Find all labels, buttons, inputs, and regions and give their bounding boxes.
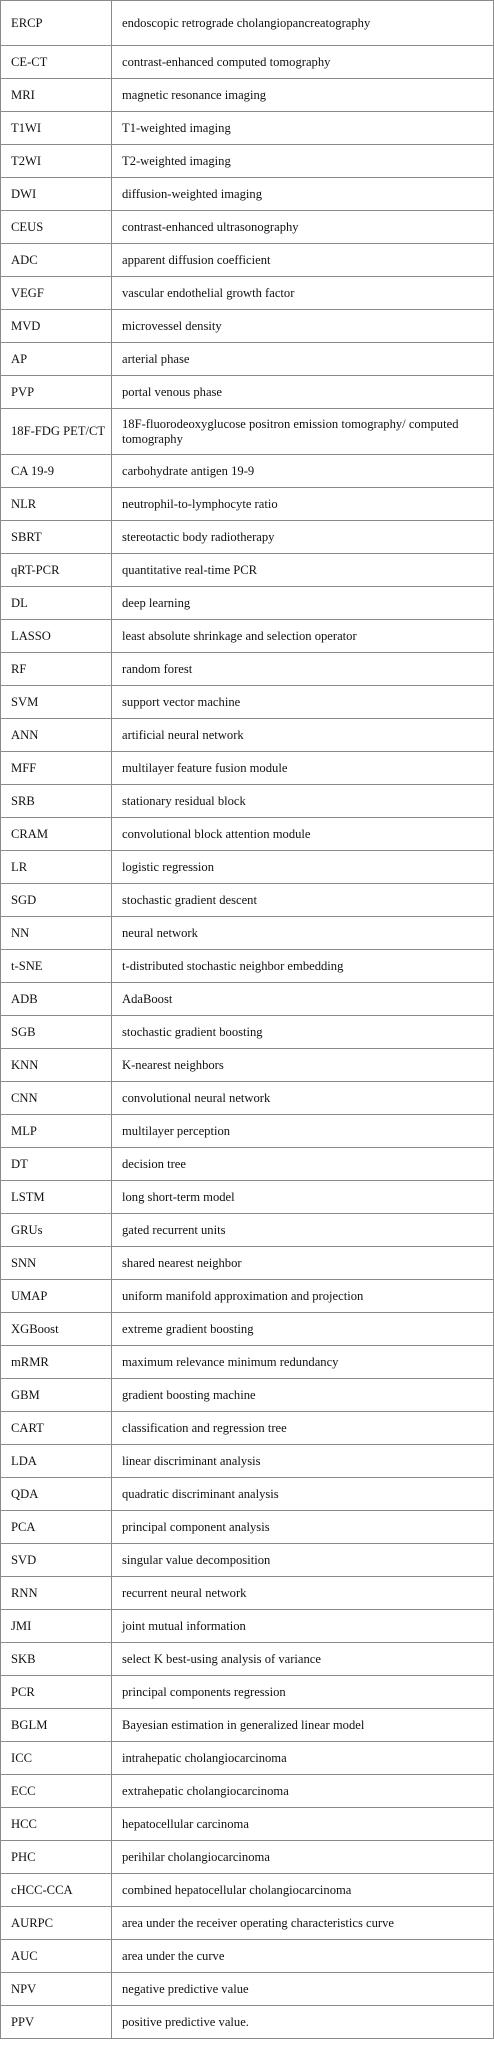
abbreviation-cell: DL xyxy=(1,587,112,620)
abbreviation-cell: ADC xyxy=(1,244,112,277)
abbreviation-cell: MRI xyxy=(1,79,112,112)
table-row xyxy=(1,851,494,884)
table-row xyxy=(1,409,494,455)
table-row xyxy=(1,983,494,1016)
table-row xyxy=(1,1643,494,1676)
definition-cell: least absolute shrinkage and selection operator xyxy=(112,620,494,653)
definition-cell: select K best-using analysis of variance xyxy=(112,1643,494,1676)
abbreviation-cell: SVM xyxy=(1,686,112,719)
abbreviation-cell: NLR xyxy=(1,488,112,521)
abbreviation-cell: GBM xyxy=(1,1379,112,1412)
table-row xyxy=(1,1181,494,1214)
table-row xyxy=(1,1214,494,1247)
abbreviation-cell: DT xyxy=(1,1148,112,1181)
definition-cell: perihilar cholangiocarcinoma xyxy=(112,1841,494,1874)
abbreviation-cell: LSTM xyxy=(1,1181,112,1214)
definition-cell: convolutional block attention module xyxy=(112,818,494,851)
definition-cell: portal venous phase xyxy=(112,376,494,409)
abbreviation-cell: LASSO xyxy=(1,620,112,653)
table-row xyxy=(1,1280,494,1313)
abbreviation-cell: HCC xyxy=(1,1808,112,1841)
abbreviation-cell: MLP xyxy=(1,1115,112,1148)
abbreviation-cell: XGBoost xyxy=(1,1313,112,1346)
abbreviation-cell: PHC xyxy=(1,1841,112,1874)
table-row xyxy=(1,917,494,950)
abbreviation-cell: cHCC-CCA xyxy=(1,1874,112,1907)
table-row xyxy=(1,620,494,653)
abbreviation-cell: SNN xyxy=(1,1247,112,1280)
definition-cell: magnetic resonance imaging xyxy=(112,79,494,112)
definition-cell: principal components regression xyxy=(112,1676,494,1709)
table-row xyxy=(1,818,494,851)
abbreviation-cell: KNN xyxy=(1,1049,112,1082)
definition-cell: arterial phase xyxy=(112,343,494,376)
definition-cell: logistic regression xyxy=(112,851,494,884)
abbreviation-cell: QDA xyxy=(1,1478,112,1511)
abbreviation-cell: CART xyxy=(1,1412,112,1445)
abbreviation-cell: GRUs xyxy=(1,1214,112,1247)
table-row xyxy=(1,455,494,488)
definition-cell: multilayer perception xyxy=(112,1115,494,1148)
table-row xyxy=(1,884,494,917)
definition-cell: AdaBoost xyxy=(112,983,494,1016)
definition-cell: singular value decomposition xyxy=(112,1544,494,1577)
table-row xyxy=(1,1379,494,1412)
abbreviation-cell: BGLM xyxy=(1,1709,112,1742)
abbreviation-cell: CRAM xyxy=(1,818,112,851)
table-row xyxy=(1,587,494,620)
table-row xyxy=(1,211,494,244)
abbreviation-cell: ANN xyxy=(1,719,112,752)
definition-cell: extreme gradient boosting xyxy=(112,1313,494,1346)
table-row xyxy=(1,1544,494,1577)
abbreviation-cell: PCA xyxy=(1,1511,112,1544)
definition-cell: neutrophil-to-lymphocyte ratio xyxy=(112,488,494,521)
definition-cell: stereotactic body radiotherapy xyxy=(112,521,494,554)
abbreviation-cell: ICC xyxy=(1,1742,112,1775)
definition-cell: combined hepatocellular cholangiocarcinoma xyxy=(112,1874,494,1907)
abbreviation-cell: SRB xyxy=(1,785,112,818)
definition-cell: linear discriminant analysis xyxy=(112,1445,494,1478)
definition-cell: recurrent neural network xyxy=(112,1577,494,1610)
table-row xyxy=(1,1148,494,1181)
abbreviations-table-body xyxy=(1,1,494,2039)
definition-cell: maximum relevance minimum redundancy xyxy=(112,1346,494,1379)
definition-cell: neural network xyxy=(112,917,494,950)
abbreviation-cell: RF xyxy=(1,653,112,686)
definition-cell: hepatocellular carcinoma xyxy=(112,1808,494,1841)
table-row xyxy=(1,1940,494,1973)
definition-cell: carbohydrate antigen 19-9 xyxy=(112,455,494,488)
table-row xyxy=(1,1577,494,1610)
table-row xyxy=(1,1676,494,1709)
table-row xyxy=(1,1742,494,1775)
abbreviation-cell: SKB xyxy=(1,1643,112,1676)
definition-cell: gradient boosting machine xyxy=(112,1379,494,1412)
table-row xyxy=(1,310,494,343)
abbreviation-cell: mRMR xyxy=(1,1346,112,1379)
definition-cell: area under the receiver operating characteristics curve xyxy=(112,1907,494,1940)
definition-cell: stochastic gradient descent xyxy=(112,884,494,917)
definition-cell: uniform manifold approximation and projection xyxy=(112,1280,494,1313)
abbreviation-cell: MVD xyxy=(1,310,112,343)
abbreviation-cell: AUC xyxy=(1,1940,112,1973)
table-row xyxy=(1,1511,494,1544)
table-row xyxy=(1,1445,494,1478)
definition-cell: microvessel density xyxy=(112,310,494,343)
definition-cell: support vector machine xyxy=(112,686,494,719)
abbreviation-cell: CA 19-9 xyxy=(1,455,112,488)
table-row xyxy=(1,46,494,79)
definition-cell: negative predictive value xyxy=(112,1973,494,2006)
definition-cell: quantitative real-time PCR xyxy=(112,554,494,587)
definition-cell: t-distributed stochastic neighbor embedding xyxy=(112,950,494,983)
table-row xyxy=(1,145,494,178)
abbreviation-cell: PCR xyxy=(1,1676,112,1709)
table-row xyxy=(1,521,494,554)
table-row xyxy=(1,1346,494,1379)
abbreviation-cell: CE-CT xyxy=(1,46,112,79)
definition-cell: contrast-enhanced ultrasonography xyxy=(112,211,494,244)
definition-cell: extrahepatic cholangiocarcinoma xyxy=(112,1775,494,1808)
definition-cell: convolutional neural network xyxy=(112,1082,494,1115)
definition-cell: principal component analysis xyxy=(112,1511,494,1544)
definition-cell: joint mutual information xyxy=(112,1610,494,1643)
definition-cell: stationary residual block xyxy=(112,785,494,818)
definition-cell: deep learning xyxy=(112,587,494,620)
definition-cell: K-nearest neighbors xyxy=(112,1049,494,1082)
table-row xyxy=(1,1478,494,1511)
abbreviation-cell: SGB xyxy=(1,1016,112,1049)
abbreviation-cell: LDA xyxy=(1,1445,112,1478)
abbreviation-cell: t-SNE xyxy=(1,950,112,983)
table-row xyxy=(1,1,494,46)
table-row xyxy=(1,112,494,145)
abbreviation-cell: PVP xyxy=(1,376,112,409)
definition-cell: multilayer feature fusion module xyxy=(112,752,494,785)
definition-cell: decision tree xyxy=(112,1148,494,1181)
table-row xyxy=(1,178,494,211)
table-row xyxy=(1,1016,494,1049)
definition-cell: contrast-enhanced computed tomography xyxy=(112,46,494,79)
table-row xyxy=(1,244,494,277)
table-row xyxy=(1,488,494,521)
table-row xyxy=(1,653,494,686)
abbreviation-cell: RNN xyxy=(1,1577,112,1610)
definition-cell: T2-weighted imaging xyxy=(112,145,494,178)
abbreviation-cell: T1WI xyxy=(1,112,112,145)
table-row xyxy=(1,1808,494,1841)
definition-cell: stochastic gradient boosting xyxy=(112,1016,494,1049)
abbreviation-cell: AP xyxy=(1,343,112,376)
definition-cell: apparent diffusion coefficient xyxy=(112,244,494,277)
table-row xyxy=(1,1049,494,1082)
definition-cell: Bayesian estimation in generalized linear model xyxy=(112,1709,494,1742)
table-row xyxy=(1,1247,494,1280)
abbreviation-cell: VEGF xyxy=(1,277,112,310)
table-row xyxy=(1,1412,494,1445)
abbreviation-cell: PPV xyxy=(1,2006,112,2039)
table-row xyxy=(1,1313,494,1346)
abbreviation-cell: ADB xyxy=(1,983,112,1016)
definition-cell: T1-weighted imaging xyxy=(112,112,494,145)
abbreviation-cell: ERCP xyxy=(1,1,112,46)
table-row xyxy=(1,785,494,818)
abbreviation-cell: CNN xyxy=(1,1082,112,1115)
table-row xyxy=(1,1874,494,1907)
definition-cell: long short-term model xyxy=(112,1181,494,1214)
abbreviation-cell: JMI xyxy=(1,1610,112,1643)
table-row xyxy=(1,950,494,983)
abbreviation-cell: NN xyxy=(1,917,112,950)
abbreviation-cell: CEUS xyxy=(1,211,112,244)
table-row xyxy=(1,752,494,785)
definition-cell: gated recurrent units xyxy=(112,1214,494,1247)
abbreviation-cell: AURPC xyxy=(1,1907,112,1940)
table-row xyxy=(1,1709,494,1742)
abbreviation-cell: NPV xyxy=(1,1973,112,2006)
abbreviation-cell: UMAP xyxy=(1,1280,112,1313)
table-row xyxy=(1,686,494,719)
abbreviation-cell: MFF xyxy=(1,752,112,785)
definition-cell: quadratic discriminant analysis xyxy=(112,1478,494,1511)
definition-cell: diffusion-weighted imaging xyxy=(112,178,494,211)
table-row xyxy=(1,376,494,409)
table-row xyxy=(1,1973,494,2006)
table-row xyxy=(1,1907,494,1940)
table-row xyxy=(1,1610,494,1643)
table-row xyxy=(1,1775,494,1808)
abbreviation-cell: qRT-PCR xyxy=(1,554,112,587)
definition-cell: 18F-fluorodeoxyglucose positron emission tomography/ computed tomography xyxy=(112,409,494,455)
definition-cell: positive predictive value. xyxy=(112,2006,494,2039)
definition-cell: shared nearest neighbor xyxy=(112,1247,494,1280)
abbreviation-cell: ECC xyxy=(1,1775,112,1808)
table-row xyxy=(1,343,494,376)
table-row xyxy=(1,1841,494,1874)
table-row xyxy=(1,719,494,752)
abbreviation-cell: T2WI xyxy=(1,145,112,178)
table-row xyxy=(1,2006,494,2039)
abbreviation-cell: SBRT xyxy=(1,521,112,554)
table-row xyxy=(1,1082,494,1115)
definition-cell: endoscopic retrograde cholangiopancreatography xyxy=(112,1,494,46)
abbreviation-cell: SGD xyxy=(1,884,112,917)
table-row xyxy=(1,277,494,310)
definition-cell: artificial neural network xyxy=(112,719,494,752)
definition-cell: intrahepatic cholangiocarcinoma xyxy=(112,1742,494,1775)
abbreviation-cell: LR xyxy=(1,851,112,884)
table-row xyxy=(1,79,494,112)
definition-cell: vascular endothelial growth factor xyxy=(112,277,494,310)
table-row xyxy=(1,1115,494,1148)
abbreviation-cell: SVD xyxy=(1,1544,112,1577)
definition-cell: random forest xyxy=(112,653,494,686)
definition-cell: classification and regression tree xyxy=(112,1412,494,1445)
definition-cell: area under the curve xyxy=(112,1940,494,1973)
table-row xyxy=(1,554,494,587)
abbreviation-cell: 18F-FDG PET/CT xyxy=(1,409,112,455)
abbreviation-cell: DWI xyxy=(1,178,112,211)
